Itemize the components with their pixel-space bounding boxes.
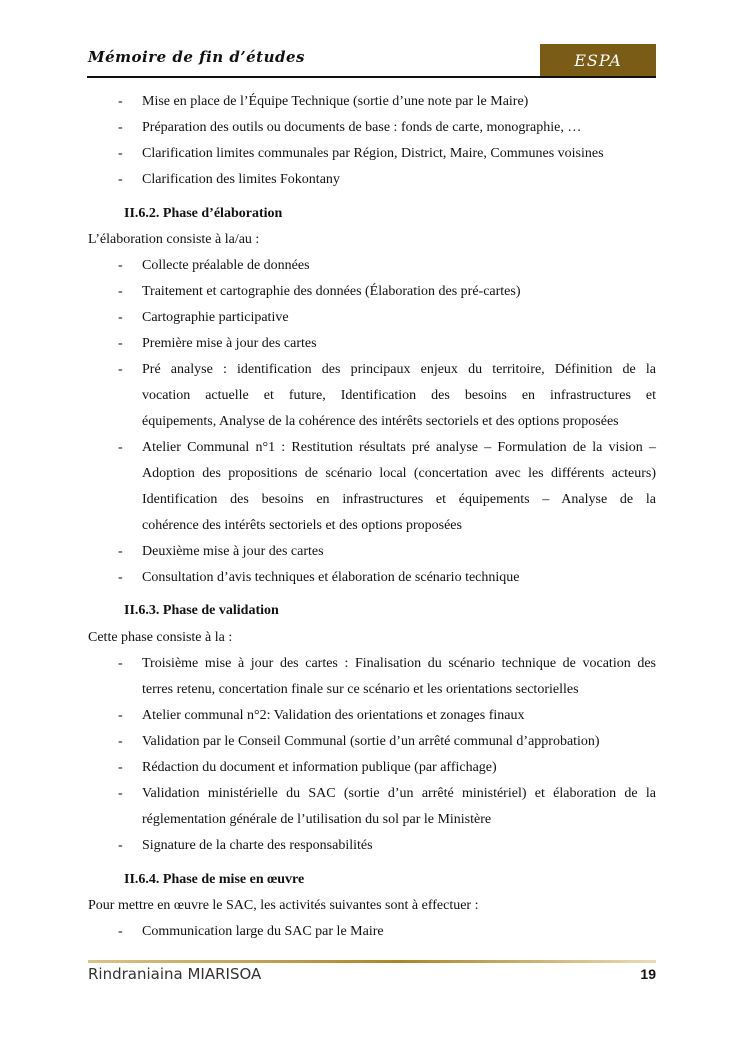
list-item: Clarification limites communales par Région, District, Maire, Communes voisines (142, 146, 604, 161)
section-intro: L’élaboration consiste à la/au : (88, 232, 260, 247)
list-item: Collecte préalable de données (142, 258, 310, 273)
list-bullet: - (118, 838, 123, 853)
list-item-line: équipements, Analyse de la cohérence des intérêts sectoriels et des options proposées (142, 414, 619, 429)
section-intro: Cette phase consiste à la : (88, 630, 233, 645)
list-bullet: - (118, 172, 123, 187)
list-item-line: Pré analyse : identification des principaux enjeux du territoire, Définition de la (142, 362, 656, 377)
list-item: Communication large du SAC par le Maire (142, 924, 384, 939)
list-item-line: Identification des besoins en infrastructures et équipements – Analyse de la (142, 492, 656, 507)
list-item: Consultation d’avis techniques et élaboration de scénario technique (142, 570, 520, 585)
footer-divider (88, 960, 656, 963)
header-divider (87, 76, 656, 78)
list-bullet: - (118, 708, 123, 723)
footer-author: Rindraniaina MIARISOA (88, 965, 262, 983)
list-item: Validation par le Conseil Communal (sortie d’un arrêté communal d’approbation) (142, 734, 600, 749)
list-bullet: - (118, 924, 123, 939)
list-item: Signature de la charte des responsabilités (142, 838, 373, 853)
running-header-title: Mémoire de fin d’études (88, 48, 305, 66)
list-item-line: cohérence des intérêts sectoriels et des options proposées (142, 518, 462, 533)
list-item: Traitement et cartographie des données (Élaboration des pré-cartes) (142, 284, 521, 299)
list-bullet: - (118, 258, 123, 273)
list-bullet: - (118, 544, 123, 559)
list-bullet: - (118, 656, 123, 671)
list-item: Mise en place de l’Équipe Technique (sortie d’une note par le Maire) (142, 94, 529, 109)
list-item-line: Adoption des propositions de scénario local (concertation avec les différents acteurs) (142, 466, 656, 481)
list-bullet: - (118, 146, 123, 161)
list-item-line: Atelier Communal n°1 : Restitution résultats pré analyse – Formulation de la vision – (142, 440, 656, 455)
list-item-line: Troisième mise à jour des cartes : Finalisation du scénario technique de vocation des (142, 656, 656, 671)
section-heading-elaboration: II.6.2. Phase d’élaboration (124, 206, 283, 221)
list-bullet: - (118, 94, 123, 109)
list-bullet: - (118, 786, 123, 801)
header-badge: ESPA (540, 44, 656, 77)
list-item: Préparation des outils ou documents de base : fonds de carte, monographie, … (142, 120, 582, 135)
page-number: 19 (640, 966, 656, 982)
section-heading-validation: II.6.3. Phase de validation (124, 603, 279, 618)
section-intro: Pour mettre en œuvre le SAC, les activités suivantes sont à effectuer : (88, 898, 479, 913)
list-item: Rédaction du document et information publique (par affichage) (142, 760, 497, 775)
list-bullet: - (118, 310, 123, 325)
list-item-line: terres retenu, concertation finale sur ce scénario et les orientations sectorielles (142, 682, 579, 697)
list-item: Atelier communal n°2: Validation des orientations et zonages finaux (142, 708, 525, 723)
list-bullet: - (118, 284, 123, 299)
section-heading-mise-en-oeuvre: II.6.4. Phase de mise en œuvre (124, 872, 305, 887)
list-bullet: - (118, 734, 123, 749)
list-item: Cartographie participative (142, 310, 289, 325)
list-item-line: réglementation générale de l’utilisation du sol par le Ministère (142, 812, 492, 827)
list-bullet: - (118, 570, 123, 585)
list-item: Deuxième mise à jour des cartes (142, 544, 324, 559)
list-item: Première mise à jour des cartes (142, 336, 317, 351)
list-bullet: - (118, 362, 123, 377)
list-item-line: vocation actuelle et future, Identification des besoins en infrastructures et (142, 388, 656, 403)
list-item-line: Validation ministérielle du SAC (sortie d’un arrêté ministériel) et élaboration de la (142, 786, 656, 801)
list-bullet: - (118, 440, 123, 455)
list-bullet: - (118, 760, 123, 775)
list-bullet: - (118, 120, 123, 135)
list-item: Clarification des limites Fokontany (142, 172, 340, 187)
list-bullet: - (118, 336, 123, 351)
